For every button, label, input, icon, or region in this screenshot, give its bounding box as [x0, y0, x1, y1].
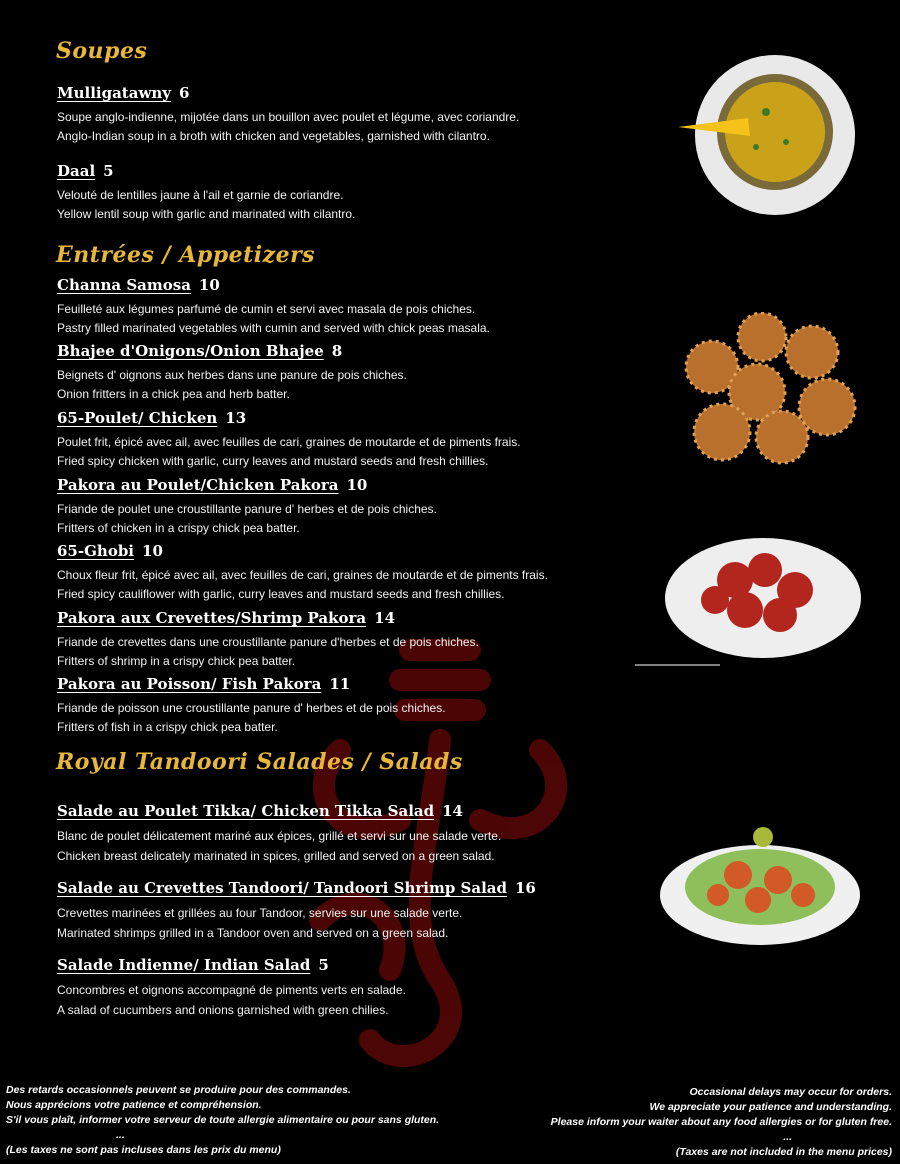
- item-name: Salade Indienne/ Indian Salad: [57, 956, 311, 974]
- item-name: Pakora au Poisson/ Fish Pakora: [57, 675, 322, 693]
- item-desc-en: Yellow lentil soup with garlic and marinated with cilantro.: [57, 207, 356, 221]
- tikka-salad-image: [658, 825, 863, 950]
- item-name: 65-Ghobi: [57, 542, 135, 560]
- menu-item: [57, 162, 355, 224]
- item-price: 16: [515, 879, 536, 897]
- item-desc-fr: Concombres et oignons accompagné de piments verts en salade.: [57, 983, 406, 997]
- item-desc-fr: Feuilleté aux légumes parfumé de cumin et servi avec masala de pois chiches.: [57, 302, 476, 316]
- footer-line: Occasional delays may occur for orders.: [689, 1086, 892, 1098]
- item-desc-en: A salad of cucumbers and onions garnished with green chilies.: [57, 1003, 389, 1017]
- item-price: 14: [374, 609, 396, 627]
- item-name: Bhajee d'Onigons/Onion Bhajee: [57, 342, 324, 360]
- menu-item: [57, 84, 519, 146]
- item-desc-en: Fritters of chicken in a crispy chick pea batter.: [57, 521, 300, 535]
- item-desc-en: Fritters of shrimp in a crispy chick pea batter.: [57, 654, 296, 668]
- item-price: 10: [142, 542, 163, 560]
- menu-item: [57, 342, 407, 404]
- menu-item: [57, 542, 548, 604]
- item-price: 8: [331, 342, 343, 360]
- item-desc-fr: Friande de poisson une croustillante panure d' herbes et de pois chiches.: [57, 701, 446, 715]
- footer-line: Des retards occasionnels peuvent se produire pour des commandes.: [6, 1084, 351, 1096]
- chicken-65-image: [635, 530, 865, 670]
- item-desc-fr: Poulet frit, épicé avec ail, avec feuilles de cari, graines de moutarde et de piments frais.: [57, 435, 521, 449]
- item-name: Pakora aux Crevettes/Shrimp Pakora: [57, 609, 367, 627]
- footer-line: Please inform your waiter about any food allergies or for gluten free.: [550, 1116, 892, 1128]
- footer-line: (Taxes are not included in the menu prices): [675, 1146, 892, 1158]
- section-title-appetizers: Entrées / Appetizers: [56, 242, 316, 268]
- item-desc-fr: Friande de crevettes dans une croustillante panure d'herbes et de pois chiches.: [57, 635, 479, 649]
- item-price: 5: [318, 956, 329, 974]
- item-price: 10: [346, 476, 368, 494]
- soup-bowl-image: [676, 52, 858, 218]
- item-price: 10: [198, 276, 220, 294]
- item-desc-en: Onion fritters in a chick pea and herb batter.: [57, 387, 290, 401]
- menu-item: [57, 476, 437, 538]
- footer-line: (Les taxes ne sont pas incluses dans les prix du menu): [6, 1144, 281, 1156]
- item-desc-en: Fritters of fish in a crispy chick pea batter.: [57, 720, 278, 734]
- item-price: 13: [225, 409, 247, 427]
- footer-line: We appreciate your patience and understanding.: [649, 1101, 892, 1113]
- section-title-salads: Royal Tandoori Salades / Salads: [56, 749, 463, 775]
- footer-line: S'il vous plaît, informer votre serveur de toute allergie alimentaire ou pour sans gluten.: [6, 1114, 440, 1126]
- menu-item: [57, 276, 490, 338]
- menu-item: [57, 409, 521, 471]
- item-name: Salade au Poulet Tikka/ Chicken Tikka Salad: [57, 802, 435, 820]
- menu-item: [57, 609, 479, 671]
- item-desc-en: Anglo-Indian soup in a broth with chicken and vegetables, garnished with cilantro.: [57, 129, 490, 143]
- item-desc-fr: Crevettes marinées et grillées au four Tandoor, servies sur une salade verte.: [57, 906, 463, 920]
- item-price: 14: [442, 802, 463, 820]
- item-desc-en: Fried spicy chicken with garlic, curry leaves and mustard seeds and fresh chillies.: [57, 454, 489, 468]
- item-name: Daal: [57, 162, 96, 180]
- footer-notice-fr: [6, 1083, 439, 1158]
- item-name: Salade au Crevettes Tandoori/ Tandoori Shrimp Salad: [57, 879, 507, 897]
- item-desc-fr: Blanc de poulet délicatement mariné aux épices, grillé et servi sur une salade verte.: [57, 829, 502, 843]
- footer-notice-en: [551, 1085, 892, 1160]
- item-desc-fr: Velouté de lentilles jaune à l'ail et garnie de coriandre.: [57, 188, 344, 202]
- item-desc-fr: Choux fleur frit, épicé avec ail, avec feuilles de cari, graines de moutarde et de piments frais.: [57, 568, 548, 582]
- item-desc-fr: Friande de poulet une croustillante panure d' herbes et de pois chiches.: [57, 502, 437, 516]
- item-name: 65-Poulet/ Chicken: [57, 409, 218, 427]
- item-price: 5: [103, 162, 114, 180]
- footer-line: ...: [116, 1129, 125, 1141]
- item-price: 11: [329, 675, 351, 693]
- item-name: Pakora au Poulet/Chicken Pakora: [57, 476, 339, 494]
- item-desc-fr: Beignets d' oignons aux herbes dans une panure de pois chiches.: [57, 368, 407, 382]
- item-price: 6: [179, 84, 190, 102]
- menu-item: [57, 802, 501, 866]
- section-title-soups: Soupes: [56, 38, 148, 64]
- footer-line: ...: [783, 1131, 792, 1143]
- onion-bhajee-image: [682, 312, 862, 467]
- footer-line: Nous apprécions votre patience et compréhension.: [6, 1099, 262, 1111]
- item-desc-en: Marinated shrimps grilled in a Tandoor oven and served on a green salad.: [57, 926, 449, 940]
- item-desc-en: Fried spicy cauliflower with garlic, curry leaves and mustard seeds and fresh chillies.: [57, 587, 505, 601]
- menu-item: [57, 675, 446, 737]
- menu-item: [57, 956, 406, 1020]
- item-desc-en: Chicken breast delicately marinated in spices, grilled and served on a green salad.: [57, 849, 495, 863]
- item-desc-fr: Soupe anglo-indienne, mijotée dans un bouillon avec poulet et légume, avec coriandre.: [57, 110, 520, 124]
- item-name: Mulligatawny: [57, 84, 171, 102]
- item-desc-en: Pastry filled marinated vegetables with cumin and served with chick peas masala.: [57, 321, 490, 335]
- item-name: Channa Samosa: [57, 276, 191, 294]
- menu-item: [57, 879, 536, 943]
